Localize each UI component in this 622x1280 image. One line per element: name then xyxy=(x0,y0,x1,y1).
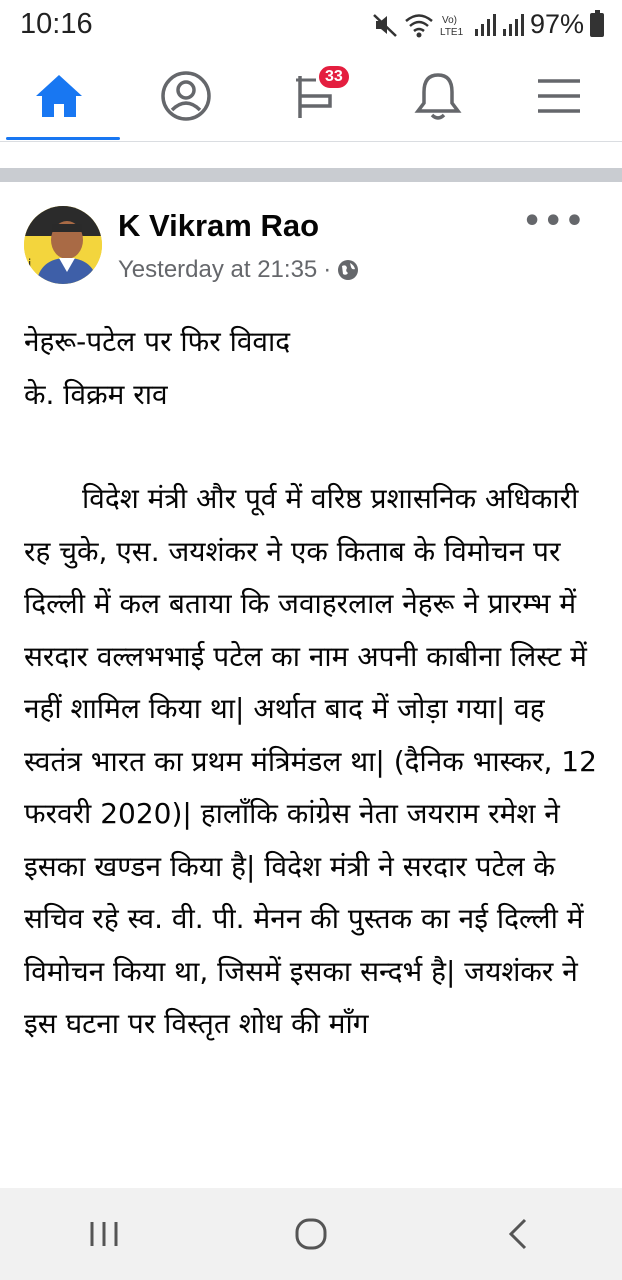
signal-icon xyxy=(474,13,496,37)
volte-icon xyxy=(440,12,468,38)
pages-badge: 33 xyxy=(317,64,351,90)
top-nav xyxy=(0,50,622,142)
svg-text:i: i xyxy=(28,257,32,271)
post xyxy=(0,182,622,1188)
tab-notifications[interactable] xyxy=(379,50,497,142)
mute-icon xyxy=(372,12,398,38)
recents-button[interactable] xyxy=(74,1204,134,1264)
status-bar xyxy=(0,0,622,50)
tab-menu[interactable] xyxy=(500,50,618,142)
post-body: विदेश मंत्री और पूर्व में वरिष्ठ प्रशासनिक अधिकारी रह चुके, एस. जयशंकर ने एक किताब के विमोचन पर दिल्ली में कल बताया कि जवाहरलाल नेहरू ने प्रारम्भ में सरदार वल्लभभाई पटेल का नाम अपनी काबीना लिस्ट में नहीं शामिल किया था| अर्थात बाद में जोड़ा गया| वह स्वतंत्र भारत का प्रथम मंत्रिमंडल था| (दैनिक भास्कर, 12 फरवरी 2020)| हालाँकि कांग्रेस नेता जयराम रमेश ने इसका खण्डन किया है| विदेश मंत्री ने सरदार पटेल के सचिव रहे स्व. वी. पी. मेनन की पुस्तक का नई दिल्ली में विमोचन किया था, जिसमें इसका सन्दर्भ है| जयशंकर ने इस घटना पर विस्तृत शोध की माँग xyxy=(24,482,597,1040)
wifi-icon xyxy=(404,12,434,38)
post-author[interactable]: K Vikram Rao xyxy=(118,208,320,243)
back-icon xyxy=(505,1217,531,1251)
back-button[interactable] xyxy=(488,1204,548,1264)
home-circle-icon xyxy=(293,1216,329,1252)
post-timestamp[interactable]: Yesterday at 21:35 xyxy=(118,256,318,283)
battery-icon xyxy=(590,13,604,37)
active-tab-indicator xyxy=(6,137,120,140)
globe-icon xyxy=(337,259,359,281)
status-icons xyxy=(372,9,604,40)
svg-text:Vo): Vo) xyxy=(441,14,457,26)
post-options-button[interactable]: ••• xyxy=(522,204,586,239)
battery-percent: 97% xyxy=(529,9,584,39)
tab-home[interactable] xyxy=(0,50,118,142)
tab-profile[interactable] xyxy=(127,50,245,142)
home-icon xyxy=(33,72,85,120)
signal-icon xyxy=(502,13,524,37)
profile-icon xyxy=(160,70,212,122)
post-title-line: नेहरू-पटेल पर फिर विवाद xyxy=(24,325,291,358)
post-meta xyxy=(118,256,359,284)
home-button[interactable] xyxy=(281,1204,341,1264)
svg-text:LTE1: LTE1 xyxy=(439,26,464,38)
tab-pages[interactable] xyxy=(253,50,371,142)
meta-separator: · xyxy=(323,256,332,283)
system-nav-bar xyxy=(0,1188,622,1280)
menu-icon xyxy=(535,76,583,116)
recents-icon xyxy=(87,1219,121,1249)
post-text xyxy=(24,316,604,1051)
bell-icon xyxy=(414,70,462,122)
avatar[interactable] xyxy=(24,206,102,284)
feed-separator xyxy=(0,168,622,182)
status-time: 10:16 xyxy=(20,8,93,40)
post-byline: के. विक्रम राव xyxy=(24,377,168,411)
